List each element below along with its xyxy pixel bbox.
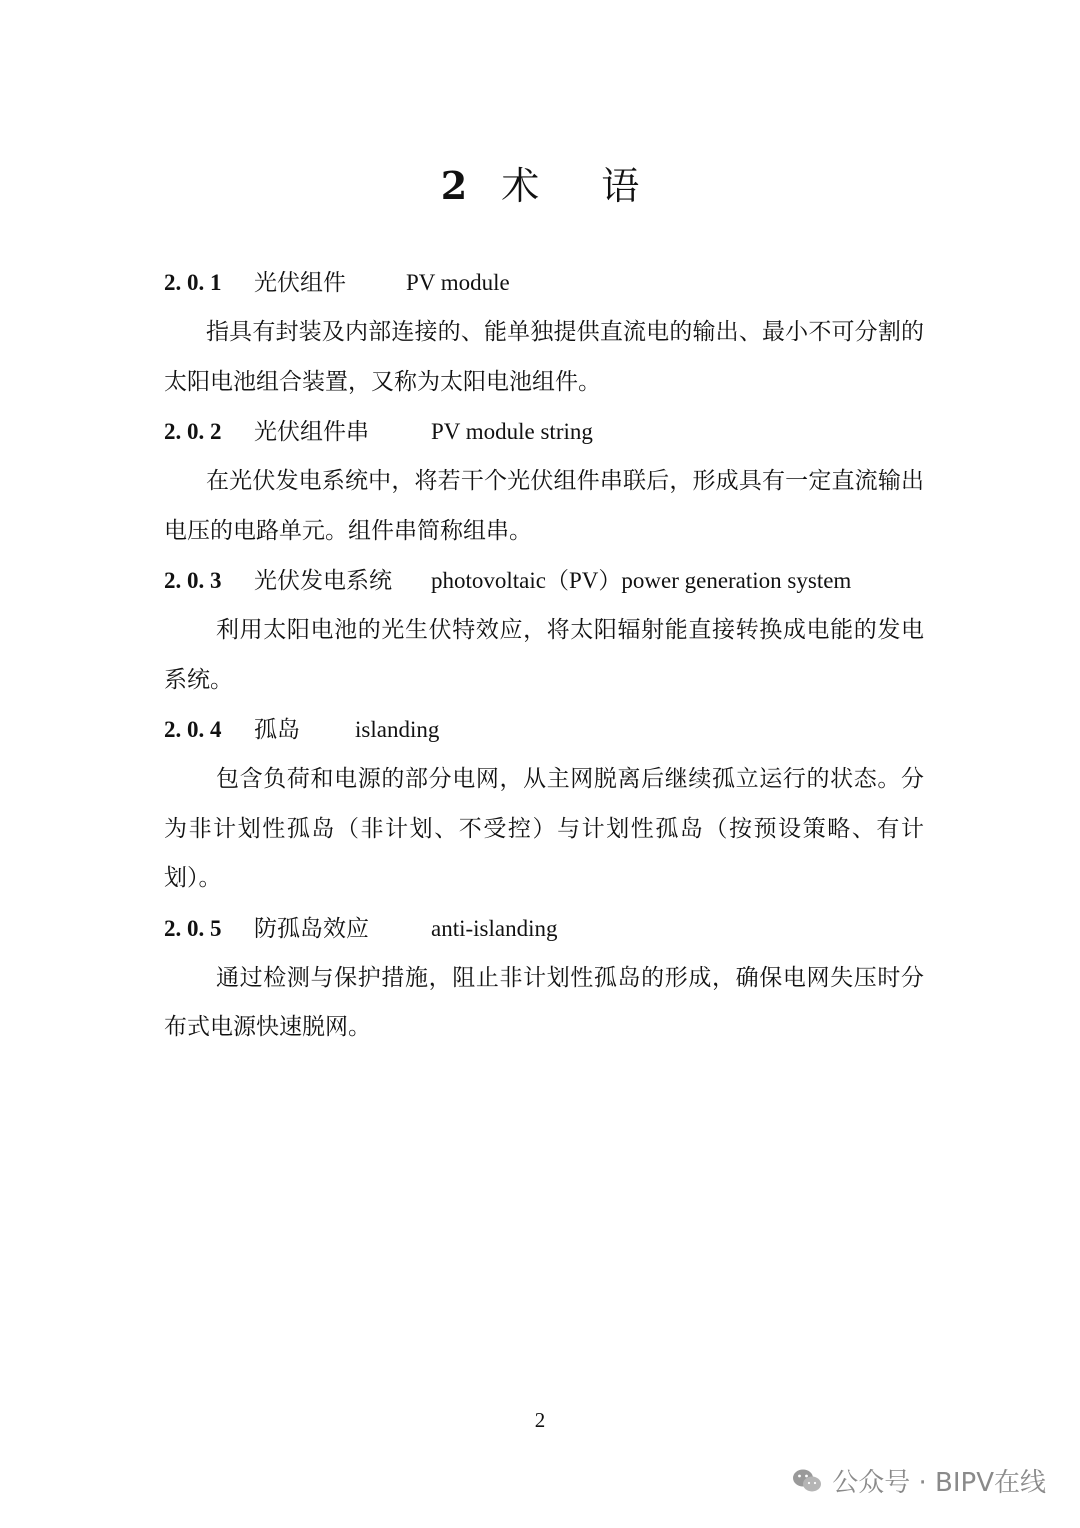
term-number: 2. 0. 3 (164, 568, 222, 593)
terms-list (164, 258, 924, 1053)
term-chinese: 防孤岛效应 (254, 915, 369, 942)
term-chinese: 孤岛 (254, 717, 300, 743)
term-heading (164, 407, 924, 457)
term-definition: 包含负荷和电源的部分电网，从主网脱离后继续孤立运行的状态。分为非计划性孤岛（非计划、不受控）与计划性孤岛（按预设策略、有计划）。 (164, 766, 924, 891)
term-english: anti-islanding (431, 915, 558, 941)
term-number: 2. 0. 1 (164, 270, 222, 295)
term-heading (164, 904, 924, 954)
watermark (792, 1462, 1046, 1499)
term-definition: 在光伏发电系统中，将若干个光伏组件串联后，形成具有一定直流输出电压的电路单元。组件串简称组串。 (164, 468, 924, 544)
term-english: photovoltaic（PV）power generation system (431, 568, 852, 593)
watermark-text: 公众号 · BIPV在线 (832, 1468, 1046, 1498)
term-chinese: 光伏组件 (254, 270, 346, 296)
term-number: 2. 0. 2 (164, 419, 222, 444)
term-definition: 通过检测与保护措施，阻止非计划性孤岛的形成，确保电网失压时分布式电源快速脱网。 (164, 964, 924, 1040)
chapter-number: 2 (440, 163, 468, 208)
term-number: 2. 0. 5 (164, 915, 222, 941)
term-definition: 利用太阳电池的光生伏特效应，将太阳辐射能直接转换成电能的发电系统。 (164, 617, 924, 693)
wechat-icon (792, 1468, 822, 1494)
term-heading (164, 258, 924, 308)
term-heading (164, 705, 924, 755)
term-english: islanding (355, 717, 440, 742)
page-number: 2 (534, 1408, 546, 1432)
chapter-title-word-2: 语 (601, 164, 640, 208)
term-chinese: 光伏组件串 (254, 419, 369, 445)
term-english: PV module (406, 270, 510, 295)
chapter-title-word-1: 术 (501, 164, 540, 208)
page-title (0, 160, 1080, 212)
term-definition: 指具有封装及内部连接的、能单独提供直流电的输出、最小不可分割的太阳电池组合装置，又称为太阳电池组件。 (164, 319, 924, 395)
term-english: PV module string (431, 419, 593, 444)
term-chinese: 光伏发电系统 (254, 568, 392, 594)
term-number: 2. 0. 4 (164, 717, 222, 742)
term-heading (164, 556, 924, 606)
